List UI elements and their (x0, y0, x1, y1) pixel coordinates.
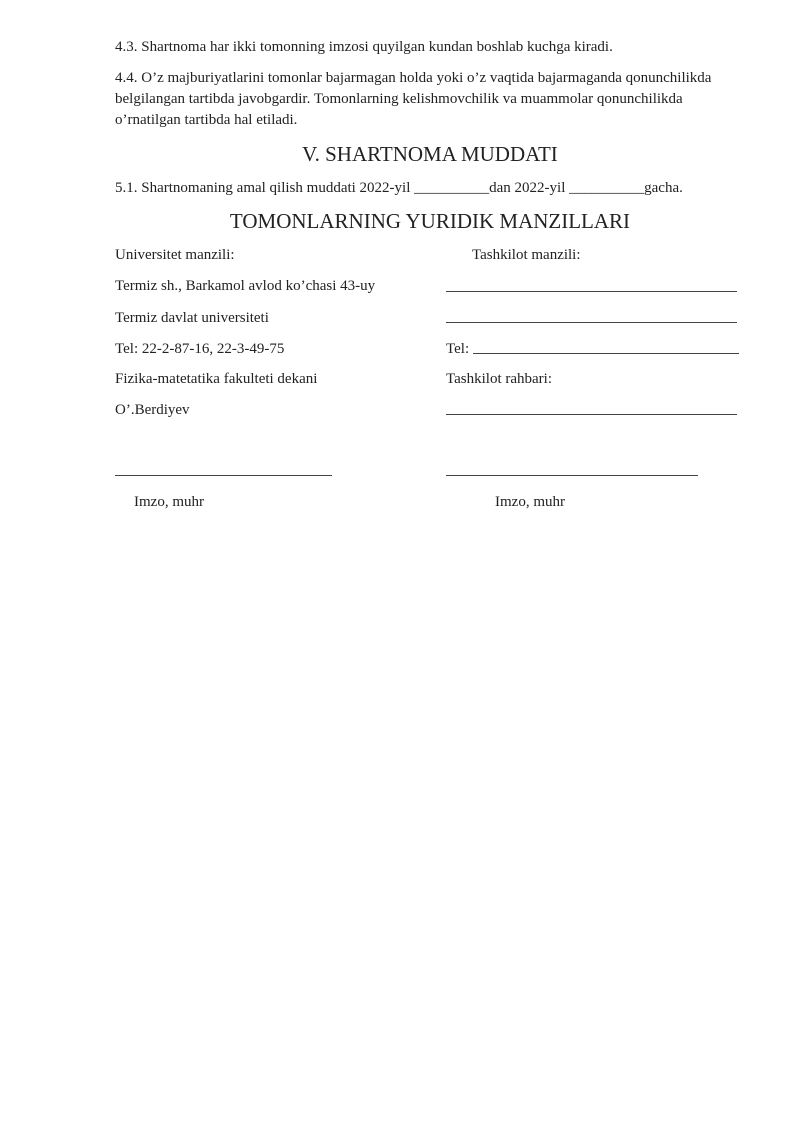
organization-head-line (446, 414, 737, 415)
organization-head-label: Tashkilot rahbari: (446, 371, 553, 387)
university-signature-line (115, 475, 332, 476)
university-signatory: O’.Berdiyev (115, 402, 190, 418)
organization-name-line (446, 322, 737, 323)
organization-address-label: Tashkilot manzili: (472, 247, 581, 263)
organization-phone-line (473, 353, 739, 354)
organization-phone-label: Tel: (446, 341, 470, 357)
university-phone: Tel: 22-2-87-16, 22-3-49-75 (115, 341, 285, 357)
section-heading-addresses: TOMONLARNING YURIDIK MANZILLARI (229, 209, 631, 233)
organization-signature-line (446, 475, 698, 476)
clause-4-3: 4.3. Shartnoma har ikki tomonning imzosi quyilgan kundan boshlab kuchga kiradi. (115, 39, 613, 55)
university-signature-caption: Imzo, muhr (134, 494, 204, 510)
clause-4-4: 4.4. O’z majburiyatlarini tomonlar bajarmagan holda yoki o’z vaqtida bajarmaganda qonunchilikda belgilangan tartibda javobgardir. Tomonlarning kelishmovchilik va muammolar qonunchilikda o’rnatilgan tartibda hal etiladi. (115, 70, 712, 128)
university-position: Fizika-matetatika fakulteti dekani (115, 371, 318, 387)
university-address: Termiz sh., Barkamol avlod ko’chasi 43-uy (115, 278, 376, 294)
clause-5-1: 5.1. Shartnomaning amal qilish muddati 2022-yil __________dan 2022-yil __________gacha. (115, 180, 683, 196)
university-name: Termiz davlat universiteti (115, 310, 269, 326)
section-heading-duration: V. SHARTNOMA MUDDATI (302, 142, 558, 166)
organization-signature-caption: Imzo, muhr (495, 494, 565, 510)
organization-address-line (446, 291, 737, 292)
university-address-label: Universitet manzili: (115, 247, 235, 263)
